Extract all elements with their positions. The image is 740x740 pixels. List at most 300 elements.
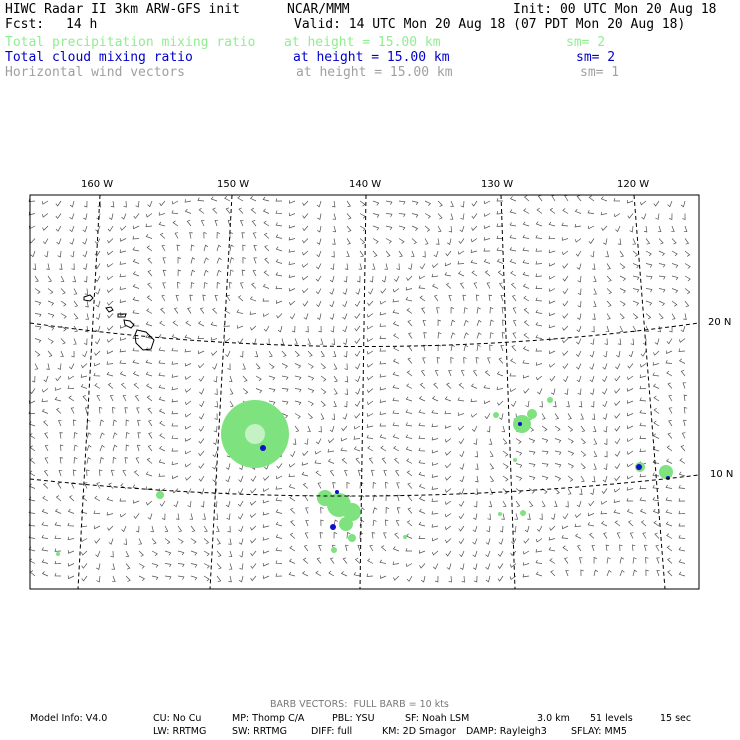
- wind-barb: [230, 245, 234, 251]
- wind-barb: [226, 208, 230, 214]
- wind-barb: [485, 414, 490, 419]
- wind-barb: [685, 276, 690, 281]
- sflay-info: SFLAY: MM5: [571, 726, 627, 737]
- wind-barb: [204, 270, 208, 276]
- wind-barb: [484, 237, 490, 240]
- wind-barb: [681, 326, 685, 332]
- wind-barb: [83, 251, 87, 257]
- wind-barb: [672, 251, 677, 256]
- wind-barb: [147, 384, 152, 389]
- wind-barb: [515, 514, 518, 520]
- wind-barb: [581, 464, 585, 470]
- wind-barb: [61, 314, 66, 319]
- wind-barb: [615, 226, 620, 232]
- wind-barb: [85, 326, 88, 332]
- wind-barb: [146, 501, 152, 505]
- wind-barb: [31, 251, 35, 257]
- wind-barb: [373, 251, 377, 257]
- dt-info: 15 sec: [660, 713, 692, 724]
- wind-barb: [162, 295, 165, 301]
- wind-barb: [603, 414, 607, 420]
- wind-barb: [269, 351, 272, 357]
- lon-label-120w: 120 W: [617, 179, 650, 190]
- wind-barb: [588, 513, 594, 516]
- wind-barb: [513, 308, 516, 314]
- wind-barb: [217, 551, 221, 557]
- wind-barb: [358, 470, 361, 476]
- wind-barb: [56, 496, 61, 501]
- wind-barb: [85, 483, 88, 489]
- wind-barb: [510, 389, 516, 392]
- wind-barb: [360, 226, 365, 231]
- wind-barb: [175, 233, 178, 239]
- wind-barb: [201, 501, 204, 507]
- wind-barb: [486, 564, 490, 570]
- wind-barb: [536, 348, 542, 351]
- wind-barb: [380, 301, 386, 304]
- wind-barb: [228, 576, 231, 582]
- wind-barb: [126, 551, 129, 557]
- field-cloud-name: Total cloud mixing ratio: [5, 50, 193, 65]
- wind-barb: [615, 389, 621, 394]
- wind-barb: [113, 408, 116, 414]
- wind-barb: [35, 351, 40, 356]
- wind-barb: [563, 546, 568, 551]
- wind-barb: [96, 301, 100, 307]
- wind-barb: [419, 550, 425, 553]
- wind-barb: [289, 249, 295, 252]
- wind-barb: [191, 576, 197, 580]
- wind-barb: [373, 520, 377, 526]
- wind-barb: [393, 410, 399, 413]
- wind-barb: [459, 551, 464, 557]
- wind-barb: [373, 239, 378, 244]
- wind-barb: [542, 501, 545, 507]
- wind-barb: [435, 370, 438, 376]
- wind-barb: [217, 539, 220, 545]
- wind-barb: [594, 451, 597, 457]
- wind-barb: [159, 474, 165, 477]
- wind-barb: [152, 576, 158, 580]
- wind-barb: [615, 521, 620, 526]
- wind-barb: [607, 558, 611, 564]
- wind-barb: [411, 251, 414, 257]
- wind-barb: [70, 496, 74, 502]
- wind-barb: [302, 251, 308, 255]
- wind-barb: [681, 445, 685, 451]
- cloud-cell: [335, 490, 339, 494]
- wind-barb: [367, 413, 373, 416]
- wind-barb: [243, 376, 247, 382]
- wind-barb: [185, 349, 191, 352]
- wind-barb: [276, 548, 282, 552]
- wind-barb: [529, 439, 535, 444]
- wind-barb: [133, 485, 139, 489]
- wind-barb: [200, 489, 204, 495]
- wind-barb: [347, 214, 351, 220]
- wind-barb: [462, 576, 465, 582]
- wind-barb: [308, 401, 313, 406]
- wind-barb: [581, 439, 585, 445]
- wind-barb: [306, 508, 309, 514]
- wind-barb: [48, 301, 54, 306]
- wind-barb: [393, 434, 399, 438]
- wind-barb: [107, 289, 113, 293]
- wind-barb: [406, 447, 412, 451]
- wind-barb: [549, 222, 555, 226]
- wind-barb: [486, 576, 490, 582]
- wind-barb: [618, 339, 621, 345]
- wind-barb: [42, 535, 48, 539]
- wind-barb: [139, 551, 143, 557]
- wind-barb: [656, 545, 659, 551]
- wind-barb: [291, 508, 295, 514]
- wind-barb: [199, 414, 204, 419]
- wind-barb: [471, 250, 477, 253]
- precip-cell: [317, 490, 333, 506]
- wind-barb: [239, 296, 244, 302]
- wind-barb: [539, 514, 542, 520]
- wind-barb: [627, 509, 633, 513]
- wind-barb: [148, 270, 152, 276]
- wind-barb: [432, 474, 438, 477]
- wind-barb: [55, 387, 61, 390]
- wind-barb: [646, 251, 651, 256]
- wind-barb: [316, 471, 321, 476]
- km-info: KM: 2D Smagor: [382, 726, 456, 737]
- wind-barb: [581, 570, 584, 576]
- wind-barb: [343, 301, 347, 307]
- wind-barb: [536, 235, 542, 238]
- wind-barb: [120, 349, 126, 352]
- wind-barb: [345, 264, 348, 270]
- wind-barb: [321, 364, 325, 370]
- wind-barb: [263, 537, 269, 540]
- wind-barb: [393, 372, 399, 376]
- wind-barb: [646, 326, 649, 332]
- wind-barb: [536, 539, 542, 542]
- wind-barb: [264, 221, 269, 226]
- wind-barb: [563, 326, 569, 330]
- wind-barb: [87, 458, 91, 464]
- wind-barb: [204, 551, 209, 556]
- wind-barb: [511, 196, 517, 201]
- wind-barb: [33, 264, 36, 270]
- wind-barb: [360, 239, 365, 244]
- wind-barb: [203, 295, 206, 301]
- wind-barb: [276, 573, 282, 576]
- wind-barb: [263, 563, 269, 566]
- wind-barb: [251, 551, 256, 556]
- wind-barb: [407, 371, 412, 376]
- wind-barb: [165, 539, 170, 544]
- wind-barb: [107, 351, 113, 354]
- wind-barb: [490, 345, 493, 351]
- precip-cell-core: [245, 424, 265, 444]
- wind-barb: [601, 197, 607, 201]
- wind-barb: [620, 301, 625, 306]
- wind-barb: [243, 258, 246, 264]
- wind-barb: [487, 526, 491, 532]
- wind-barb: [685, 239, 689, 245]
- wind-barb: [668, 570, 672, 576]
- wind-barb: [241, 283, 244, 289]
- meridian-130w: [501, 195, 515, 589]
- wind-barb: [432, 437, 438, 440]
- wind-barb: [368, 446, 373, 451]
- wind-barb: [602, 389, 607, 395]
- wind-barb: [643, 533, 646, 539]
- wind-barb: [303, 451, 308, 456]
- wind-barb: [393, 562, 399, 565]
- wind-barb: [593, 276, 596, 282]
- wind-barb: [536, 335, 542, 339]
- wind-barb: [524, 308, 529, 313]
- wind-barb: [282, 389, 288, 392]
- wind-barb: [83, 226, 87, 232]
- wind-barb: [399, 226, 405, 230]
- wind-barb: [112, 564, 115, 570]
- wind-barb: [399, 214, 405, 217]
- wind-barb: [679, 547, 685, 551]
- wind-barb: [475, 451, 478, 457]
- wind-barb: [303, 571, 308, 576]
- wind-barb: [345, 470, 348, 476]
- wind-barb: [433, 284, 438, 289]
- model-info: Model Info: V4.0: [30, 713, 108, 724]
- wind-barb: [425, 214, 430, 219]
- wind-barb: [165, 564, 171, 568]
- wind-barb: [74, 445, 78, 451]
- wind-barb: [563, 289, 568, 294]
- wind-barb: [342, 458, 347, 463]
- wind-barb: [263, 512, 269, 515]
- wind-barb: [423, 251, 426, 257]
- fcst-label: Fcst:: [5, 17, 45, 32]
- wind-barb: [606, 251, 609, 257]
- wind-barb: [669, 420, 672, 426]
- wind-barb: [100, 458, 104, 464]
- parallel-20n: [30, 323, 699, 347]
- wind-barb: [672, 289, 678, 294]
- wind-barb: [646, 276, 652, 279]
- wind-barb: [550, 526, 556, 530]
- wind-barb: [529, 476, 535, 480]
- wind-barb: [563, 208, 568, 213]
- wind-barb: [303, 214, 308, 219]
- wind-barb: [70, 226, 74, 232]
- wind-barb: [484, 385, 490, 389]
- wind-barb: [73, 339, 76, 345]
- wind-barb: [198, 336, 204, 339]
- wind-barb: [370, 276, 373, 282]
- wind-barb: [641, 509, 647, 514]
- wind-barb: [423, 358, 426, 364]
- wind-barb: [354, 426, 360, 429]
- wind-barb: [74, 289, 77, 295]
- wind-barb: [308, 351, 312, 357]
- wind-barb: [459, 514, 464, 519]
- wind-barb: [380, 435, 386, 439]
- wind-barb: [172, 448, 178, 451]
- wind-barb: [148, 283, 152, 289]
- wind-barb: [523, 375, 529, 378]
- wind-barb: [501, 345, 504, 351]
- wind-barb: [525, 526, 529, 532]
- wind-barb: [199, 464, 204, 469]
- wind-barb: [576, 251, 581, 256]
- wind-barb: [124, 201, 127, 207]
- wind-barb: [549, 547, 555, 551]
- wind-barb: [217, 270, 221, 276]
- wind-barb: [308, 389, 314, 393]
- wind-barb: [293, 439, 296, 445]
- wind-barb: [70, 251, 74, 257]
- wind-barb: [412, 214, 418, 218]
- wind-barb: [525, 196, 530, 202]
- wind-barb: [628, 214, 633, 219]
- wind-barb: [172, 423, 178, 426]
- wind-barb: [341, 438, 347, 441]
- wind-barb: [134, 383, 139, 388]
- wind-barb: [655, 533, 659, 539]
- wind-barb: [86, 314, 89, 320]
- wind-barb: [393, 385, 399, 389]
- wind-barb: [523, 574, 529, 577]
- hawaii-coastline: [84, 295, 154, 350]
- wind-barb: [679, 523, 685, 526]
- wind-barb: [594, 558, 597, 564]
- wind-barb: [269, 389, 275, 393]
- wind-barb: [263, 313, 269, 316]
- cloud-cores: [260, 422, 670, 530]
- wind-barb: [615, 464, 620, 469]
- wind-barb: [420, 496, 426, 501]
- wind-barb: [450, 214, 453, 220]
- wind-barb: [199, 451, 204, 456]
- wind-barb: [59, 420, 62, 426]
- wind-barb: [56, 214, 61, 219]
- wind-barb: [620, 276, 625, 281]
- wind-barb: [96, 564, 100, 570]
- wind-barb: [432, 274, 438, 277]
- wind-barb: [407, 576, 412, 581]
- wind-barb: [191, 283, 194, 289]
- wind-barb: [473, 526, 477, 532]
- wind-barb: [345, 376, 348, 382]
- wind-barb: [303, 483, 308, 488]
- wind-barb: [516, 451, 522, 455]
- wind-barb: [590, 351, 594, 357]
- wind-barb: [551, 389, 555, 395]
- wind-barb: [592, 314, 595, 320]
- wind-barb: [654, 396, 659, 401]
- wind-barb: [133, 236, 139, 239]
- wind-barb: [419, 448, 425, 451]
- wind-barb: [214, 376, 217, 382]
- wind-barb: [292, 326, 295, 332]
- wind-barb: [87, 445, 91, 451]
- wind-barb: [95, 351, 101, 355]
- wind-barb: [667, 546, 672, 551]
- wind-barb: [590, 364, 594, 370]
- wind-barb: [356, 458, 360, 464]
- wind-barb: [214, 414, 217, 420]
- wind-barb: [121, 526, 126, 532]
- wind-barb: [253, 270, 256, 276]
- wind-barb: [562, 251, 568, 255]
- wind-barb: [230, 270, 234, 276]
- wind-barb: [654, 384, 660, 389]
- wind-barb: [549, 351, 555, 354]
- wind-barb: [149, 420, 152, 426]
- wind-barb: [627, 439, 633, 442]
- wind-barb: [368, 559, 373, 564]
- wind-barb: [73, 276, 76, 282]
- wind-barb: [107, 361, 113, 364]
- wind-barb: [68, 550, 74, 553]
- wind-barb: [35, 289, 40, 294]
- wind-barb: [81, 364, 87, 368]
- wind-barb: [152, 551, 157, 556]
- wind-barb: [59, 470, 62, 476]
- wind-barb: [85, 301, 88, 307]
- wind-barb: [373, 508, 377, 514]
- wind-barb: [328, 439, 334, 443]
- wind-barb: [159, 373, 165, 376]
- wind-barb: [601, 212, 607, 215]
- wind-barb: [321, 376, 326, 381]
- wind-barb: [399, 251, 402, 257]
- wind-barb: [110, 551, 113, 557]
- wind-barb: [549, 313, 555, 316]
- wind-barb: [659, 239, 663, 245]
- wind-barb: [159, 212, 165, 215]
- cloud-cell: [636, 464, 642, 470]
- wind-barb: [190, 514, 193, 520]
- wind-barb: [497, 387, 503, 390]
- wind-barb: [615, 414, 620, 419]
- wind-barb: [445, 526, 451, 530]
- wind-barb: [252, 283, 256, 289]
- wind-barb: [198, 198, 204, 201]
- wind-barb: [432, 462, 438, 465]
- wind-barb: [614, 500, 620, 503]
- wind-barb: [432, 264, 438, 268]
- wind-barb: [668, 433, 672, 439]
- wind-barb: [251, 489, 257, 493]
- wind-barb: [432, 486, 438, 489]
- wind-barb: [420, 564, 426, 569]
- wind-barb: [473, 564, 477, 570]
- wind-barb: [42, 509, 48, 513]
- wind-barb: [646, 301, 652, 305]
- wind-barb: [160, 421, 165, 426]
- wind-barb: [685, 289, 690, 294]
- wind-barb: [510, 235, 516, 239]
- wind-barb: [409, 333, 412, 339]
- wind-barb: [251, 564, 256, 569]
- wind-barb: [490, 464, 494, 470]
- wind-barb: [264, 271, 269, 276]
- wind-barb: [408, 264, 412, 270]
- wind-barb: [393, 423, 399, 427]
- wind-barb: [230, 389, 233, 395]
- wind-barb: [620, 558, 624, 564]
- wind-barb: [463, 295, 466, 301]
- wind-barb: [302, 239, 308, 243]
- wind-barb: [458, 261, 464, 264]
